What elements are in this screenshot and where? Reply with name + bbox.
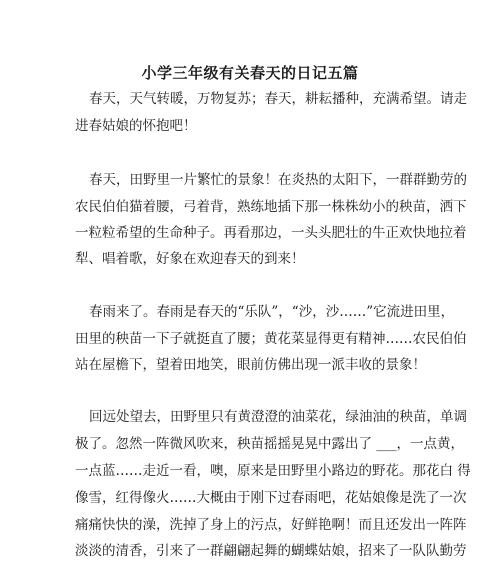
document-title: 小学三年级有关春天的日记五篇: [141, 64, 359, 82]
paragraph-2-line-4: 犁、唱着歌，好象在欢迎春天的到来！: [75, 251, 305, 267]
paragraph-4-line-1: 回远处望去，田野里只有黄澄澄的油菜花，绿油油的秧苗，单调: [89, 409, 467, 425]
paragraph-3-line-3: 站在屋檐下，望着田地笑，眼前仿佛出现一派丰收的景象！: [75, 357, 426, 373]
paragraph-2-line-1: 春天，田野里一片繁忙的景象！在炎热的太阳下，一群群勤劳的: [89, 172, 467, 188]
paragraph-3-line-2: 田里的秧苗一下子就挺直了腰；黄花菜显得更有精神……农民伯伯: [75, 331, 467, 347]
paragraph-4-line-4: 像雪，红得像火……大概由于刚下过春雨吧，花姑娘像是洗了一次: [75, 490, 467, 506]
paragraph-1-line-2: 进春姑娘的怀抱吧！: [75, 118, 197, 134]
paragraph-1-line-1: 春天，天气转暖，万物复苏；春天，耕耘播种，充满希望。请走: [89, 91, 467, 107]
paragraph-4-line-2: 极了。忽然一阵微风吹来，秧苗摇摇晃晃中露出了 ___，一点黄，: [75, 436, 465, 452]
paragraph-4-line-6: 淡淡的清香，引来了一群翩翩起舞的蝴蝶姑娘，招来了一队队勤劳: [75, 543, 467, 559]
paragraph-2-line-3: 一粒粒希望的生命种子。再看那边，一头头肥壮的牛正欢快地拉着: [75, 225, 467, 241]
paragraph-3-line-1: 春雨来了。春雨是春天的“乐队”，“沙，沙……”它流进田里，: [89, 304, 455, 320]
paragraph-4-line-5: 痛痛快快的澡，洗掉了身上的污点，好鲜艳啊！而且还发出一阵阵: [75, 517, 467, 533]
paragraph-4-line-3: 一点蓝……走近一看，噢，原来是田野里小路边的野花。那花白 得: [75, 463, 471, 479]
paragraph-2-line-2: 农民伯伯猫着腰，弓着背，熟练地插下那一株株幼小的秧苗，洒下: [75, 199, 467, 215]
